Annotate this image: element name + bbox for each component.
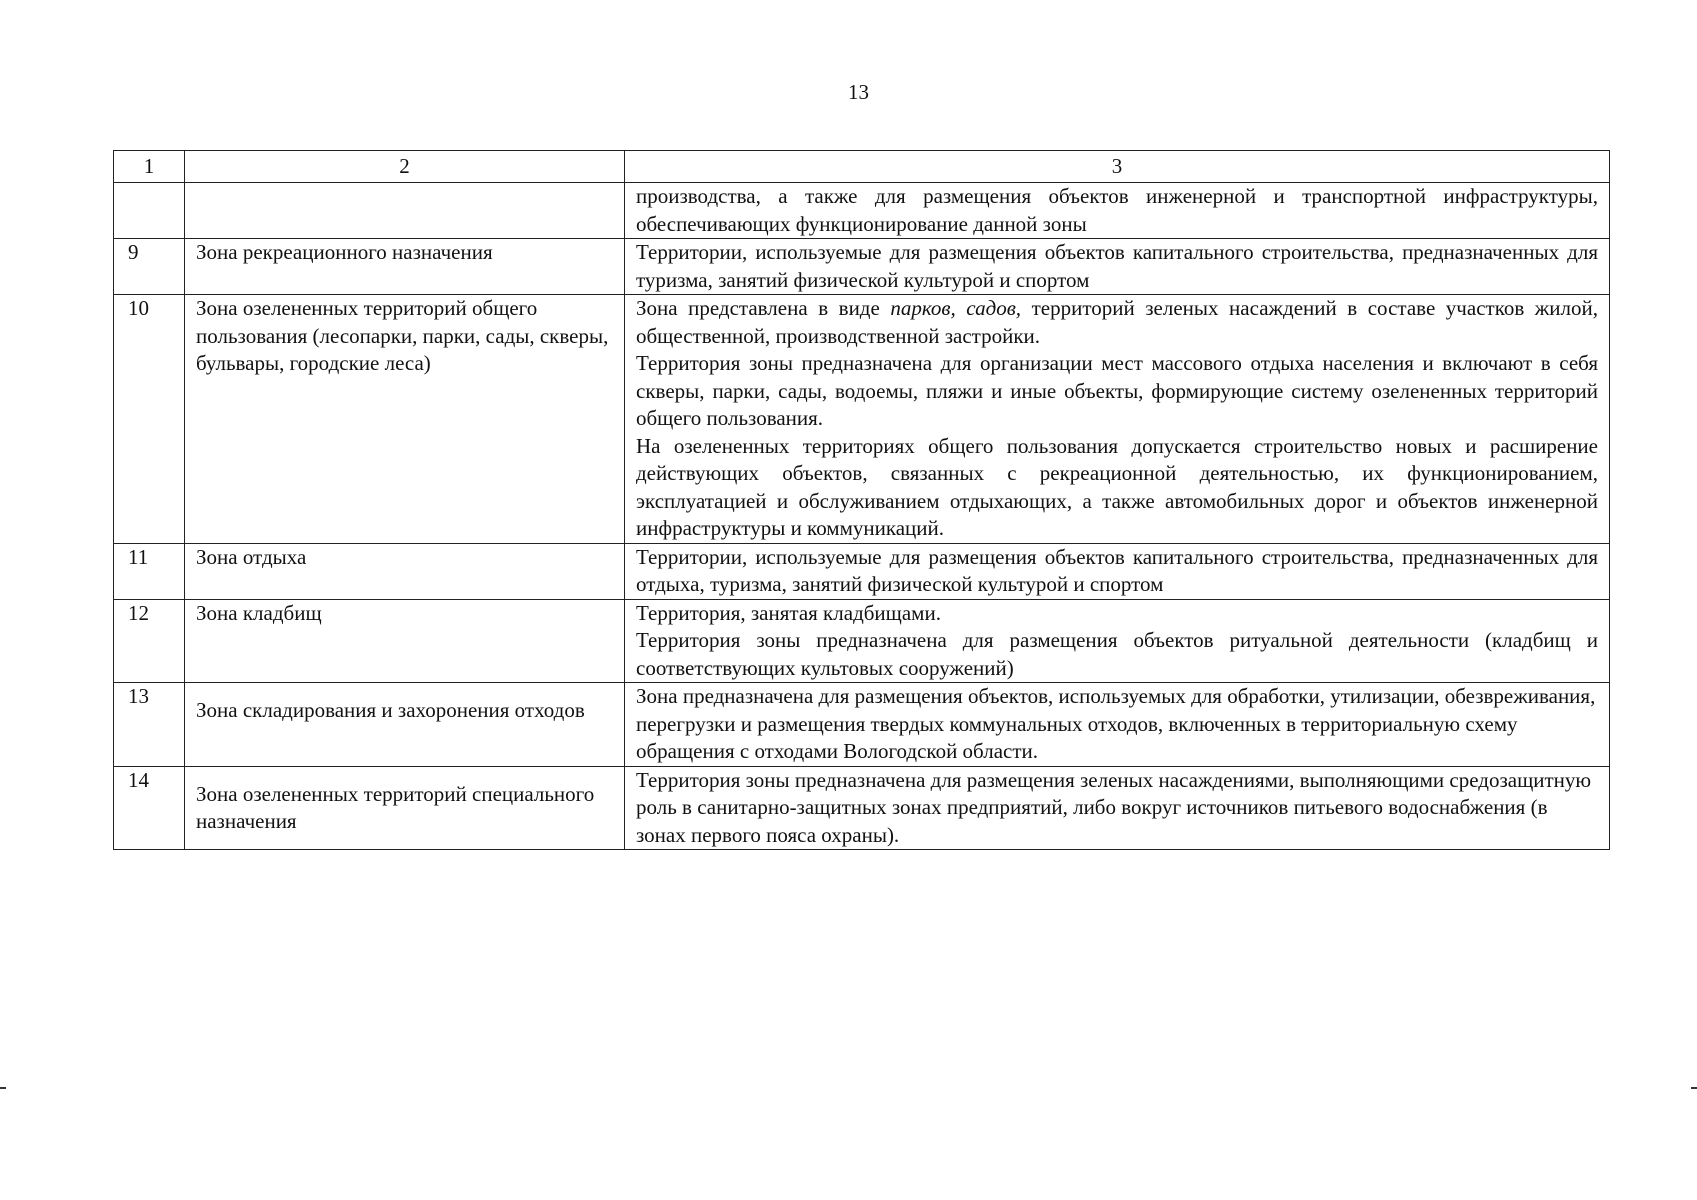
zone-description — [625, 239, 1610, 295]
description-paragraph: На озелененных территориях общего пользования допускается строительство новых и расширение действующих объектов, связанных с рекреационной деятельностью, их функционированием, эксплуатацией и обслуживанием отдыхающих, а также автомобильных дорог и объектов инженерной инфраструктуры и коммуникаций. — [636, 433, 1598, 540]
row-number: 12 — [114, 599, 185, 683]
table-row — [114, 543, 1610, 599]
row-number: 13 — [114, 683, 185, 767]
row-number: 11 — [114, 543, 185, 599]
description-paragraph: Зона предназначена для размещения объектов, используемых для обработки, утилизации, обезвреживания, перегрузки и размещения твердых коммунальных отходов, включенных в территориальную схему обращения с отходами Вологодской области. — [636, 684, 1596, 763]
header-cell: 3 — [625, 151, 1610, 183]
zone-description — [625, 543, 1610, 599]
description-paragraph — [636, 295, 1598, 350]
description-text: Зона представлена в виде — [636, 296, 891, 320]
zone-name: Зона озелененных территорий общего пользования (лесопарки, парки, сады, скверы, бульвары, городские леса) — [185, 295, 625, 544]
table-row — [114, 183, 1610, 239]
zone-description — [625, 183, 1610, 239]
scan-edge-mark — [0, 1087, 6, 1089]
page-number: 13 — [848, 80, 869, 104]
zone-name: Зона рекреационного назначения — [185, 239, 625, 295]
row-number: 10 — [114, 295, 185, 544]
description-paragraph: Территория зоны предназначена для размещения зеленых насаждениями, выполняющими средозащитную роль в санитарно-защитных зонах предприятий, либо вокруг источников питьевого водоснабжения (в зонах первого пояса охраны). — [636, 767, 1592, 847]
description-paragraph: производства, а также для размещения объектов инженерной и транспортной инфраструктуры, обеспечивающих функционирование данной зоны — [636, 184, 1598, 236]
table-row — [114, 295, 1610, 544]
scan-edge-mark — [1691, 1087, 1697, 1089]
description-paragraph: Территория, занятая кладбищами. — [636, 600, 941, 625]
row-number: 14 — [114, 766, 185, 850]
table-row — [114, 599, 1610, 683]
description-paragraph: Территории, используемые для размещения объектов капитального строительства, предназначенных для отдыха, туризма, занятий физической культурой и спортом — [636, 544, 1598, 596]
zone-description — [625, 766, 1610, 850]
zone-name — [185, 183, 625, 239]
zone-name: Зона озелененных территорий специального назначения — [185, 766, 625, 850]
table-header-row — [114, 151, 1610, 183]
zone-name: Зона отдыха — [185, 543, 625, 599]
row-number: 9 — [114, 239, 185, 295]
description-paragraph: Территории, используемые для размещения объектов капитального строительства, предназначенных для туризма, занятий физической культурой и спортом — [636, 240, 1598, 292]
zone-name: Зона кладбищ — [185, 599, 625, 683]
zone-description — [625, 295, 1610, 544]
header-cell: 1 — [114, 151, 185, 183]
table-row — [114, 239, 1610, 295]
description-emphasis: парков, садов, — [890, 296, 1022, 320]
description-paragraph: Территория зоны предназначена для размещения объектов ритуальной деятельности (кладбищ и соответствующих культовых сооружений) — [636, 628, 1598, 680]
table-row — [114, 766, 1610, 850]
description-paragraph: Территория зоны предназначена для организации мест массового отдыха населения и включают в себя скверы, парки, сады, водоемы, пляжи и иные объекты, формирующие систему озелененных территорий общего пользования. — [636, 351, 1598, 430]
zone-description — [625, 599, 1610, 683]
description-text: территорий зеленых насаждений в составе участков жилой, общественной, производственной застройки. — [636, 296, 1598, 348]
row-number — [114, 183, 185, 239]
zones-table — [113, 150, 1610, 850]
zone-description — [625, 683, 1610, 767]
header-cell: 2 — [185, 151, 625, 183]
zone-name: Зона складирования и захоронения отходов — [185, 683, 625, 767]
table-row — [114, 683, 1610, 767]
